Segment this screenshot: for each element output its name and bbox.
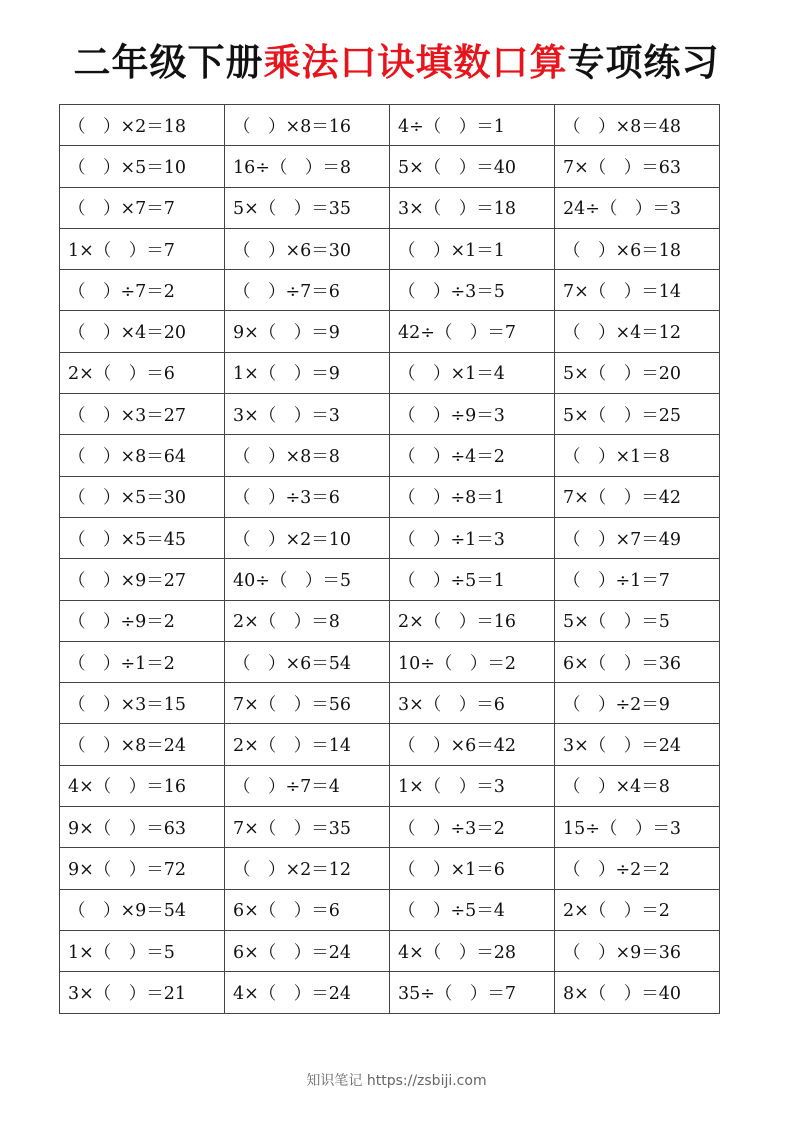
exercise-cell: 5×（ ）＝35: [225, 187, 390, 228]
title-grade: 二年级下册: [73, 41, 264, 84]
exercise-cell: 42÷（ ）＝7: [390, 311, 555, 352]
exercise-cell: （ ）÷3＝5: [390, 270, 555, 311]
title-topic: 乘法口诀填数口算: [263, 41, 568, 84]
exercise-cell: 5×（ ）＝20: [555, 352, 720, 393]
exercise-cell: （ ）÷9＝2: [60, 600, 225, 641]
footer-watermark: 知识笔记 https://zsbiji.com: [306, 1073, 487, 1089]
exercise-cell: （ ）×7＝49: [555, 517, 720, 558]
exercise-cell: 9×（ ）＝9: [225, 311, 390, 352]
exercise-cell: （ ）÷2＝2: [555, 848, 720, 889]
exercise-cell: 4×（ ）＝28: [390, 930, 555, 971]
table-row: [60, 517, 720, 558]
table-row: [60, 270, 720, 311]
exercise-cell: （ ）×6＝42: [390, 724, 555, 765]
table-row: [60, 228, 720, 269]
exercise-cell: （ ）×3＝27: [60, 394, 225, 435]
exercise-cell: 3×（ ）＝21: [60, 972, 225, 1013]
exercise-cell: （ ）÷8＝1: [390, 476, 555, 517]
exercise-cell: （ ）×4＝8: [555, 765, 720, 806]
exercise-cell: （ ）÷7＝2: [60, 270, 225, 311]
exercise-cell: 5×（ ）＝5: [555, 600, 720, 641]
exercise-cell: （ ）×6＝18: [555, 228, 720, 269]
table-row: [60, 889, 720, 930]
table-row: [60, 476, 720, 517]
exercise-cell: （ ）×9＝36: [555, 930, 720, 971]
exercise-cell: （ ）×1＝4: [390, 352, 555, 393]
table-row: [60, 559, 720, 600]
exercise-cell: （ ）÷5＝4: [390, 889, 555, 930]
table-row: [60, 724, 720, 765]
exercise-cell: （ ）×2＝12: [225, 848, 390, 889]
exercise-cell: （ ）×5＝45: [60, 517, 225, 558]
exercise-cell: 7×（ ）＝42: [555, 476, 720, 517]
exercise-cell: （ ）×6＝30: [225, 228, 390, 269]
exercise-cell: 2×（ ）＝14: [225, 724, 390, 765]
exercise-cell: （ ）×5＝10: [60, 146, 225, 187]
exercise-cell: （ ）×5＝30: [60, 476, 225, 517]
table-row: [60, 765, 720, 806]
exercise-cell: （ ）÷5＝1: [390, 559, 555, 600]
exercise-cell: 3×（ ）＝3: [225, 394, 390, 435]
exercise-cell: 15÷（ ）＝3: [555, 807, 720, 848]
exercise-cell: （ ）×4＝20: [60, 311, 225, 352]
exercise-cell: 9×（ ）＝63: [60, 807, 225, 848]
exercise-cell: （ ）×9＝27: [60, 559, 225, 600]
exercise-cell: （ ）×8＝64: [60, 435, 225, 476]
table-row: [60, 394, 720, 435]
exercise-cell: 4÷（ ）＝1: [390, 105, 555, 146]
exercise-cell: 5×（ ）＝40: [390, 146, 555, 187]
exercise-cell: （ ）×1＝6: [390, 848, 555, 889]
exercise-cell: （ ）÷3＝6: [225, 476, 390, 517]
exercise-cell: （ ）÷1＝2: [60, 641, 225, 682]
exercise-cell: 1×（ ）＝9: [225, 352, 390, 393]
exercise-cell: （ ）×6＝54: [225, 641, 390, 682]
exercise-cell: （ ）×9＝54: [60, 889, 225, 930]
exercise-cell: 4×（ ）＝16: [60, 765, 225, 806]
exercise-cell: 2×（ ）＝6: [60, 352, 225, 393]
exercise-cell: （ ）÷1＝3: [390, 517, 555, 558]
exercise-cell: 24÷（ ）＝3: [555, 187, 720, 228]
table-row: [60, 352, 720, 393]
exercise-cell: 1×（ ）＝7: [60, 228, 225, 269]
exercise-cell: 8×（ ）＝40: [555, 972, 720, 1013]
exercise-cell: （ ）×3＝15: [60, 683, 225, 724]
exercise-cell: （ ）÷4＝2: [390, 435, 555, 476]
table-row: [60, 146, 720, 187]
exercise-cell: （ ）×7＝7: [60, 187, 225, 228]
exercise-cell: 4×（ ）＝24: [225, 972, 390, 1013]
exercise-cell: （ ）×8＝16: [225, 105, 390, 146]
table-row: [60, 435, 720, 476]
exercise-cell: （ ）÷9＝3: [390, 394, 555, 435]
exercise-cell: 35÷（ ）＝7: [390, 972, 555, 1013]
table-row: [60, 105, 720, 146]
exercise-cell: 6×（ ）＝24: [225, 930, 390, 971]
exercise-cell: （ ）÷2＝9: [555, 683, 720, 724]
exercise-cell: 2×（ ）＝16: [390, 600, 555, 641]
table-row: [60, 848, 720, 889]
exercise-cell: （ ）×8＝48: [555, 105, 720, 146]
exercise-cell: 3×（ ）＝18: [390, 187, 555, 228]
exercise-cell: 1×（ ）＝5: [60, 930, 225, 971]
exercise-cell: （ ）×2＝10: [225, 517, 390, 558]
exercise-cell: 2×（ ）＝2: [555, 889, 720, 930]
exercise-cell: （ ）÷7＝6: [225, 270, 390, 311]
exercise-cell: 5×（ ）＝25: [555, 394, 720, 435]
exercise-cell: 40÷（ ）＝5: [225, 559, 390, 600]
exercise-cell: 7×（ ）＝35: [225, 807, 390, 848]
table-row: [60, 972, 720, 1013]
table-row: [60, 930, 720, 971]
exercise-cell: 7×（ ）＝14: [555, 270, 720, 311]
table-row: [60, 683, 720, 724]
exercise-cell: 9×（ ）＝72: [60, 848, 225, 889]
exercise-cell: 10÷（ ）＝2: [390, 641, 555, 682]
exercise-cell: 16÷（ ）＝8: [225, 146, 390, 187]
exercise-cell: 3×（ ）＝24: [555, 724, 720, 765]
exercise-cell: 6×（ ）＝36: [555, 641, 720, 682]
exercise-cell: 7×（ ）＝63: [555, 146, 720, 187]
table-row: [60, 187, 720, 228]
title-suffix: 专项练习: [567, 41, 720, 84]
exercise-table: [59, 104, 720, 1014]
exercise-cell: （ ）÷1＝7: [555, 559, 720, 600]
table-row: [60, 807, 720, 848]
exercise-cell: 1×（ ）＝3: [390, 765, 555, 806]
exercise-cell: （ ）×4＝12: [555, 311, 720, 352]
exercise-cell: （ ）÷3＝2: [390, 807, 555, 848]
table-row: [60, 311, 720, 352]
exercise-cell: 2×（ ）＝8: [225, 600, 390, 641]
exercise-cell: （ ）×8＝24: [60, 724, 225, 765]
exercise-cell: 6×（ ）＝6: [225, 889, 390, 930]
exercise-cell: （ ）×1＝8: [555, 435, 720, 476]
exercise-cell: 7×（ ）＝56: [225, 683, 390, 724]
exercise-cell: （ ）÷7＝4: [225, 765, 390, 806]
exercise-cell: （ ）×1＝1: [390, 228, 555, 269]
exercise-cell: （ ）×2＝18: [60, 105, 225, 146]
exercise-cell: 3×（ ）＝6: [390, 683, 555, 724]
exercise-cell: （ ）×8＝8: [225, 435, 390, 476]
page-title: [0, 38, 793, 88]
table-row: [60, 641, 720, 682]
table-row: [60, 600, 720, 641]
